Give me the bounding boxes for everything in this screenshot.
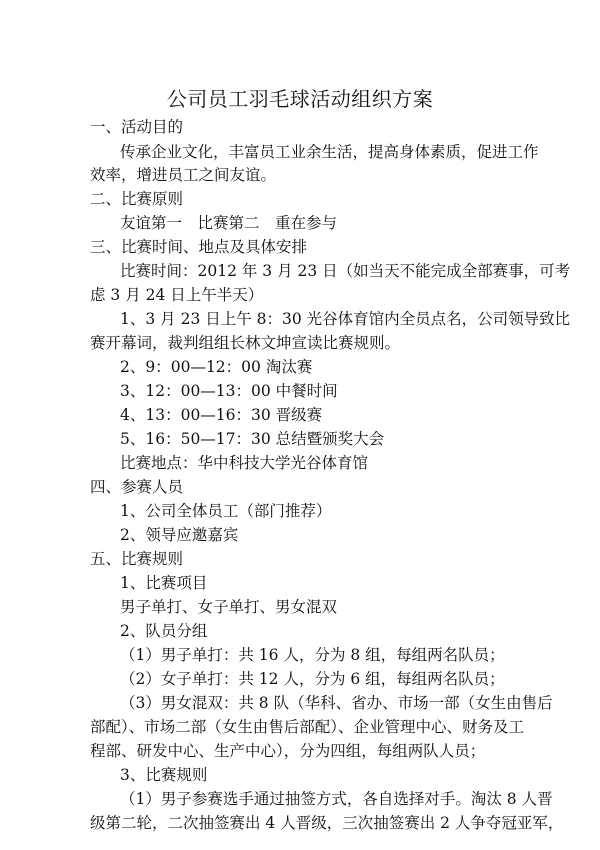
list-item: 4、13：00—16：30 晋级赛 [120,406,323,424]
list-item: （3）男女混双：共 8 队（华科、省办、市场一部（女生由售后 [120,694,553,712]
list-item: 1、公司全体员工（部门推荐） [120,502,332,520]
section-heading-participants: 四、参赛人员 [90,478,184,496]
paragraph-line: 友谊第一 比赛第二 重在参与 [120,214,338,232]
section-heading-schedule: 三、比赛时间、地点及具体安排 [90,238,308,256]
paragraph-line: 虑 3 月 24 日上午半天） [90,286,264,304]
list-item: 1、比赛项目 [120,574,208,592]
list-item: （1）男子单打：共 16 人，分为 8 组，每组两名队员； [120,646,505,664]
list-item: 2、队员分组 [120,622,208,640]
paragraph-line: 比赛时间：2012 年 3 月 23 日（如当天不能完成全部赛事，可考 [120,262,571,280]
list-item: 3、比赛规则 [120,766,208,784]
list-item: （2）女子单打：共 12 人，分为 6 组，每组两名队员； [120,670,505,688]
paragraph-line: 比赛地点：华中科技大学光谷体育馆 [120,454,369,472]
paragraph-line: 1、3 月 23 日上午 8：30 光谷体育馆内全员点名，公司领导致比 [120,310,571,328]
paragraph-line: （1）男子参赛选手通过抽签方式，各自选择对手。淘汰 8 人晋 [120,790,553,808]
paragraph-line: 效率，增进员工之间友谊。 [90,166,277,184]
section-heading-rules: 五、比赛规则 [90,550,184,568]
section-heading-purpose: 一、活动目的 [90,118,184,136]
list-item: 5、16：50—17：30 总结暨颁奖大会 [120,430,385,448]
paragraph-line: 赛开幕词，裁判组组长林文坤宣读比赛规则。 [90,334,401,352]
paragraph-line: 部配）、市场二部（女生由售后部配）、企业管理中心、财务及工 [90,718,525,736]
paragraph-line: 传承企业文化，丰富员工业余生活，提高身体素质，促进工作 [120,143,539,161]
paragraph-line: 男子单打、女子单打、男女混双 [120,598,338,616]
paragraph-line: 程部、研发中心、生产中心），分为四组，每组两队人员； [90,742,486,760]
list-item: 2、领导应邀嘉宾 [120,526,239,544]
list-item: 2、9：00—12：00 淘汰赛 [120,358,313,376]
section-heading-principles: 二、比赛原则 [90,190,184,208]
paragraph-line: 级第二轮，二次抽签赛出 4 人晋级，三次抽签赛出 2 人争夺冠亚军， [90,814,564,832]
document-title: 公司员工羽毛球活动组织方案 [166,87,434,111]
list-item: 3、12：00—13：00 中餐时间 [120,382,338,400]
